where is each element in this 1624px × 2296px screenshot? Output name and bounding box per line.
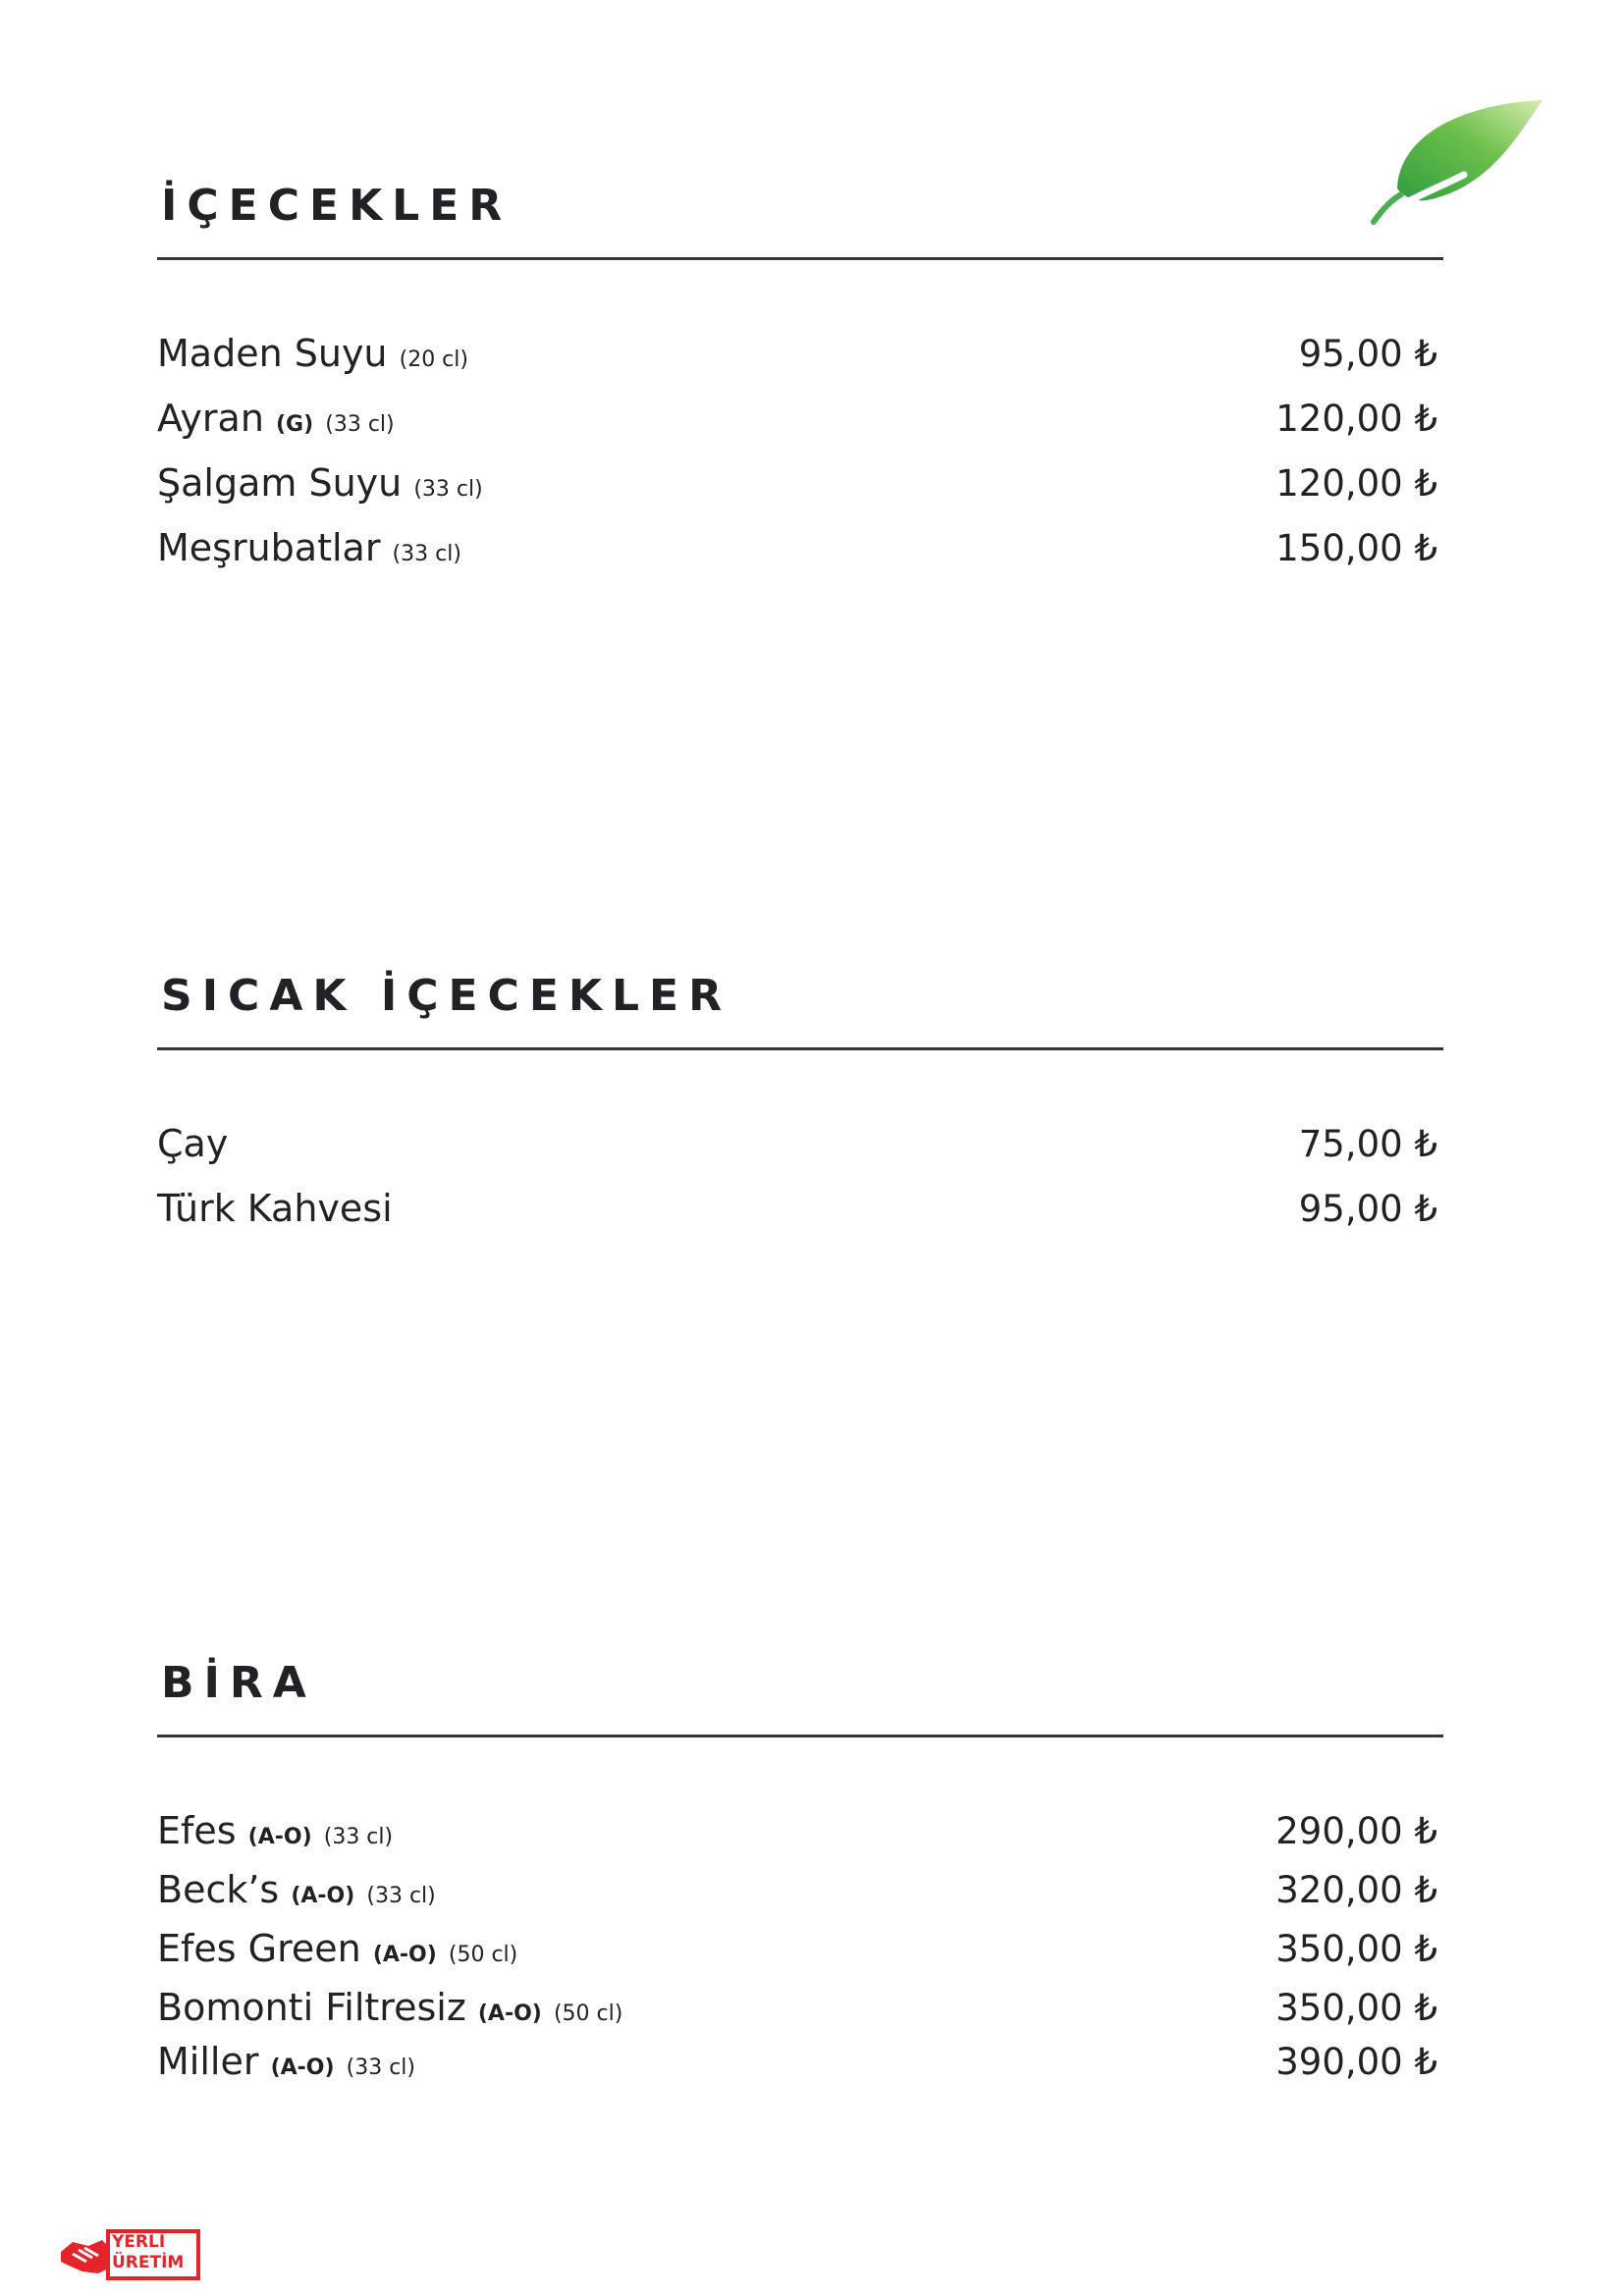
menu-item <box>157 526 1443 585</box>
item-price: 95,00 ₺ <box>1298 1188 1437 1230</box>
section-title: BİRA <box>161 1658 316 1708</box>
item-name-wrap <box>157 397 395 440</box>
section-sicak-icecekler <box>157 967 1443 1230</box>
item-name: Miller <box>157 2040 259 2083</box>
item-name: Çay <box>157 1122 229 1165</box>
menu-item <box>157 397 1443 455</box>
item-volume: (33 cl) <box>366 1884 436 1908</box>
item-volume: (50 cl) <box>553 2002 623 2026</box>
badge-line1: YERLİ <box>112 2232 166 2252</box>
menu-item <box>157 1187 1443 1246</box>
section-bira <box>157 1654 1443 2083</box>
menu-item <box>157 461 1443 520</box>
badge-text <box>112 2232 184 2273</box>
section-divider <box>157 1735 1443 1737</box>
item-price: 75,00 ₺ <box>1298 1123 1437 1165</box>
item-tag: (G) <box>276 412 314 437</box>
item-price: 120,00 ₺ <box>1275 398 1437 440</box>
section-divider <box>157 1047 1443 1050</box>
item-tag: (A-O) <box>291 1884 355 1908</box>
menu-item <box>157 2040 1443 2099</box>
section-divider <box>157 257 1443 260</box>
item-price: 350,00 ₺ <box>1275 1928 1437 1970</box>
item-name-wrap <box>157 1868 436 1911</box>
item-name-wrap <box>157 461 483 505</box>
item-price: 290,00 ₺ <box>1275 1810 1437 1852</box>
item-name-wrap <box>157 526 461 569</box>
item-name-wrap <box>157 1809 393 1852</box>
item-price: 390,00 ₺ <box>1275 2041 1437 2083</box>
item-price: 95,00 ₺ <box>1298 333 1437 375</box>
item-volume: (33 cl) <box>325 412 395 437</box>
item-price: 150,00 ₺ <box>1275 527 1437 569</box>
item-price: 320,00 ₺ <box>1275 1869 1437 1911</box>
section-title: İÇECEKLER <box>161 181 513 231</box>
menu-item <box>157 1927 1443 1986</box>
item-tag: (A-O) <box>270 2056 335 2080</box>
item-tag: (A-O) <box>372 1943 437 1967</box>
item-volume: (33 cl) <box>413 477 483 502</box>
item-volume: (33 cl) <box>392 542 461 566</box>
item-volume: (50 cl) <box>448 1943 518 1967</box>
item-volume: (20 cl) <box>399 347 468 372</box>
menu-item <box>157 332 1443 391</box>
item-name: Bomonti Filtresiz <box>157 1986 466 2029</box>
item-name-wrap <box>157 332 468 375</box>
menu-item <box>157 1809 1443 1868</box>
item-name: Maden Suyu <box>157 332 388 375</box>
item-name-wrap <box>157 1927 517 1970</box>
section-title: SICAK İÇECEKLER <box>161 971 731 1021</box>
item-name: Efes Green <box>157 1927 361 1970</box>
item-name: Türk Kahvesi <box>157 1187 393 1230</box>
menu-item <box>157 1986 1443 2045</box>
item-volume: (33 cl) <box>323 1825 394 1849</box>
item-name: Ayran <box>157 397 264 440</box>
item-tag: (A-O) <box>247 1825 312 1849</box>
item-price: 120,00 ₺ <box>1275 462 1437 505</box>
badge-line2: ÜRETİM <box>112 2253 185 2272</box>
item-name: Meşrubatlar <box>157 526 381 569</box>
item-tag: (A-O) <box>477 2002 542 2026</box>
section-icecekler <box>157 177 1443 569</box>
item-volume: (33 cl) <box>346 2056 415 2080</box>
menu-item <box>157 1122 1443 1181</box>
item-name: Şalgam Suyu <box>157 461 403 505</box>
menu-item <box>157 1868 1443 1927</box>
item-name-wrap <box>157 1986 623 2029</box>
item-name: Beck’s <box>157 1868 280 1911</box>
item-name: Efes <box>157 1809 237 1852</box>
item-price: 350,00 ₺ <box>1275 1987 1437 2029</box>
item-name-wrap <box>157 2040 415 2083</box>
yerli-uretim-badge <box>59 2228 200 2281</box>
